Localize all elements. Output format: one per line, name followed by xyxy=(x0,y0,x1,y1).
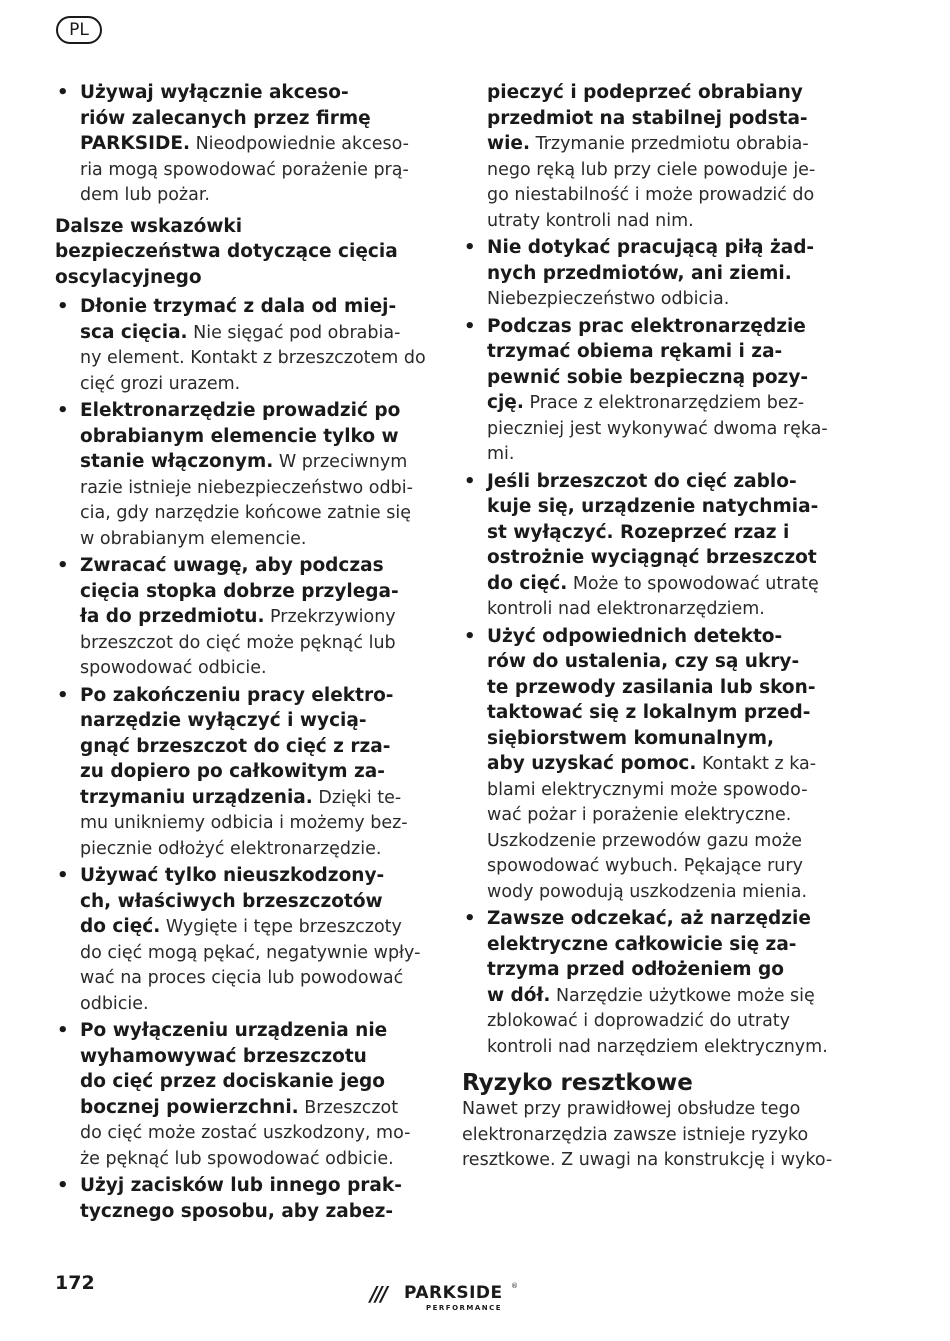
bullet-icon: • xyxy=(464,237,476,258)
text-line xyxy=(80,526,425,552)
bullet-icon: • xyxy=(464,315,476,337)
text-line xyxy=(487,286,840,312)
bold-text: Jeśli brzeszczot do cięć zablo- xyxy=(487,470,797,492)
body-text: Nieodpowiednie akceso- xyxy=(190,134,409,154)
left-column xyxy=(55,80,425,1226)
bold-text: aby uzyskać pomoc. xyxy=(487,753,697,774)
body-text: ny element. Kontakt z brzeszczotem do xyxy=(80,348,426,368)
body-text: nego ręką lub przy ciele powoduje je- xyxy=(487,159,816,180)
text-line xyxy=(80,1199,425,1225)
body-text: kontroli nad narzędziem elektrycznym. xyxy=(487,1036,828,1057)
text-line xyxy=(80,1146,425,1172)
body-text: kontroli nad elektronarzędziem. xyxy=(487,599,765,619)
body-text: Uszkodzenie przewodów gazu może xyxy=(487,830,803,851)
text-line xyxy=(80,320,425,346)
bold-text: ła do przedmiotu. xyxy=(80,606,265,627)
body-text: utraty kontroli nad nim. xyxy=(487,210,694,231)
logo-slashes: /// xyxy=(370,1282,386,1306)
bold-text: Nie dotykać pracującą piłą żad- xyxy=(487,237,815,258)
text-line xyxy=(487,983,840,1009)
bullet-item xyxy=(462,469,840,622)
bold-text: sca cięcia. xyxy=(80,321,188,343)
body-text: spowodować wybuch. Pękające rury xyxy=(487,856,803,876)
text-line xyxy=(487,700,840,726)
bold-text: gnąć brzeszczot do cięć z rza- xyxy=(80,735,391,757)
bullet-icon: • xyxy=(464,908,476,929)
bullet-icon: • xyxy=(57,82,69,103)
bold-text: wyhamowywać brzeszczotu xyxy=(80,1045,367,1067)
text-line xyxy=(80,553,425,579)
bullet-icon: • xyxy=(57,684,69,706)
text-line xyxy=(80,683,425,709)
bold-text: zu dopiero po całkowitym za- xyxy=(80,761,385,782)
text-line xyxy=(80,1120,425,1146)
text-line xyxy=(80,655,425,681)
bold-text: PARKSIDE. xyxy=(80,133,190,154)
text-line xyxy=(487,879,840,905)
body-text: wody powodują uszkodzenia mienia. xyxy=(487,881,808,902)
bold-text: trzyma przed odłożeniem go xyxy=(487,959,784,980)
body-text: dem lub pożar. xyxy=(80,185,210,205)
bold-text: cięcia stopka dobrze przylega- xyxy=(80,580,399,602)
body-text: Niebezpieczeństwo odbicia. xyxy=(487,289,730,309)
bullet-item xyxy=(55,294,425,396)
text-line xyxy=(487,182,840,208)
text-line xyxy=(487,261,840,287)
sub-heading-line: oscylacyjnego xyxy=(55,266,202,288)
right-column xyxy=(462,80,840,1174)
text-line xyxy=(80,345,425,371)
bold-text: pieczyć i podeprzeć obrabiany xyxy=(487,82,803,103)
bold-text: Używać tylko nieuszkodzony- xyxy=(80,865,385,886)
bold-text: Użyć odpowiednich detekto- xyxy=(487,625,783,647)
bullet-icon: • xyxy=(57,400,69,421)
text-line xyxy=(80,889,425,915)
body-text: wać pożar i porażenie elektryczne. xyxy=(487,805,792,825)
text-line xyxy=(80,1018,425,1044)
body-text: Przekrzywiony xyxy=(264,607,396,627)
text-line xyxy=(487,1034,840,1060)
bold-text: nych przedmiotów, ani ziemi. xyxy=(487,262,792,284)
bold-text: narzędzie wyłączyć i wycią- xyxy=(80,710,367,731)
text-line xyxy=(80,131,425,157)
body-text: Trzymanie przedmiotu obrabia- xyxy=(530,134,809,154)
body-text: cia, gdy narzędzie końcowe zatnie się xyxy=(80,503,411,523)
text-line xyxy=(80,294,425,320)
registered-mark: ® xyxy=(511,1282,518,1290)
text-line xyxy=(80,579,425,605)
bold-text: riów zalecanych przez firmę xyxy=(80,107,371,129)
bold-text: do cięć przez dociskanie jego xyxy=(80,1071,385,1092)
body-text: Narzędzie użytkowe może się xyxy=(550,985,815,1006)
bullet-item xyxy=(462,235,840,312)
text-line xyxy=(487,571,840,597)
body-text: Dzięki te- xyxy=(312,787,402,808)
text-line xyxy=(80,708,425,734)
bold-text: pewnić sobie bezpieczną pozy- xyxy=(487,366,809,388)
text-line xyxy=(80,398,425,424)
text-line xyxy=(80,863,425,889)
text-line xyxy=(80,1044,425,1070)
bold-text: w dół. xyxy=(487,984,551,1006)
body-text: spowodować odbicie. xyxy=(80,658,267,678)
text-line xyxy=(80,759,425,785)
bullet-item xyxy=(55,863,425,1016)
text-line xyxy=(487,1008,840,1034)
text-line xyxy=(80,1095,425,1121)
text-line xyxy=(80,785,425,811)
logo-subline: PERFORMANCE xyxy=(426,1304,503,1312)
body-text: razie istnieje niebezpieczeństwo odbi- xyxy=(80,477,413,498)
bullet-item xyxy=(55,683,425,862)
bold-text: Użyj zacisków lub innego prak- xyxy=(80,1175,402,1196)
bold-text: rów do ustalenia, czy są ukry- xyxy=(487,651,800,672)
bold-text: przedmiot na stabilnej podsta- xyxy=(487,107,808,129)
bold-text: tycznego sposobu, aby zabez- xyxy=(80,1200,394,1222)
language-badge: PL xyxy=(56,16,102,44)
text-line xyxy=(80,630,425,656)
text-line xyxy=(487,106,840,132)
text-line xyxy=(80,500,425,526)
bullet-icon: • xyxy=(464,625,476,647)
bullet-icon: • xyxy=(464,470,476,492)
text-line xyxy=(487,441,840,467)
text-line xyxy=(487,520,840,546)
body-text: odbicie. xyxy=(80,993,149,1014)
bold-text: ostrożnie wyciągnąć brzeszczot xyxy=(487,547,817,568)
text-line xyxy=(487,675,840,701)
bold-text: Po zakończeniu pracy elektro- xyxy=(80,684,394,706)
bullet-icon: • xyxy=(57,1175,69,1196)
text-line xyxy=(487,957,840,983)
body-text: Prace z elektronarzędziem bez- xyxy=(523,393,805,413)
text-line xyxy=(80,80,425,106)
bullet-icon: • xyxy=(57,865,69,886)
text-line xyxy=(487,339,840,365)
text-line xyxy=(487,828,840,854)
bullet-item xyxy=(55,1018,425,1171)
body-text: piecznie odłożyć elektronarzędzie. xyxy=(80,838,382,859)
body-text: W przeciwnym xyxy=(273,452,408,472)
section-line: elektronarzędzia zawsze istnieje ryzyko xyxy=(462,1124,809,1145)
text-line xyxy=(80,810,425,836)
bullet-item xyxy=(55,398,425,551)
body-text: cięć grozi urazem. xyxy=(80,373,241,394)
text-line xyxy=(487,80,840,106)
parkside-logo xyxy=(370,1282,520,1316)
text-line xyxy=(80,914,425,940)
text-line xyxy=(80,449,425,475)
bullet-icon: • xyxy=(57,1020,69,1041)
body-text: mu unikniemy odbicia i możemy bez- xyxy=(80,813,408,833)
section-title: Ryzyko resztkowe xyxy=(462,1070,693,1096)
bold-text: do cięć. xyxy=(487,572,568,594)
text-line xyxy=(487,494,840,520)
bullet-icon: • xyxy=(57,555,69,576)
text-line xyxy=(487,469,840,495)
text-line xyxy=(487,777,840,803)
bold-text: cję. xyxy=(487,392,524,413)
bullet-item xyxy=(462,624,840,905)
page-number: 172 xyxy=(55,1272,95,1294)
section-body xyxy=(462,1097,840,1174)
bold-text: Elektronarzędzie prowadzić po xyxy=(80,400,401,421)
text-line xyxy=(80,106,425,132)
body-text: blami elektrycznymi może spowodo- xyxy=(487,779,808,800)
bold-text: stanie włączonym. xyxy=(80,451,274,472)
body-text: wać na proces cięcia lub powodować xyxy=(80,968,404,988)
text-line xyxy=(80,734,425,760)
text-line xyxy=(80,991,425,1017)
text-line xyxy=(80,424,425,450)
body-text: że pęknąć lub spowodować odbicie. xyxy=(80,1148,394,1169)
intro-item xyxy=(55,80,425,208)
text-line xyxy=(487,416,840,442)
text-line xyxy=(487,649,840,675)
bold-text: trzymać obiema rękami i za- xyxy=(487,341,783,362)
text-line xyxy=(487,802,840,828)
text-line xyxy=(80,157,425,183)
bold-text: Po wyłączeniu urządzenia nie xyxy=(80,1020,388,1041)
continued-item xyxy=(462,80,840,233)
logo-wordmark: PARKSIDE xyxy=(404,1283,503,1303)
text-line xyxy=(80,604,425,630)
text-line xyxy=(80,836,425,862)
bullet-icon: • xyxy=(57,296,69,317)
text-line xyxy=(487,390,840,416)
bold-text: trzymaniu urządzenia. xyxy=(80,786,313,808)
body-text: mi. xyxy=(487,444,515,464)
body-text: Może to spowodować utratę xyxy=(567,573,819,594)
bullet-item xyxy=(462,906,840,1059)
text-line xyxy=(80,475,425,501)
bold-text: bocznej powierzchni. xyxy=(80,1096,299,1118)
body-text: pieczniej jest wykonywać dwoma ręka- xyxy=(487,418,828,439)
section-line: Nawet przy prawidłowej obsłudze tego xyxy=(462,1099,801,1119)
text-line xyxy=(487,726,840,752)
text-line xyxy=(80,940,425,966)
text-line xyxy=(487,208,840,234)
bold-text: Zwracać uwagę, aby podczas xyxy=(80,555,384,576)
text-line xyxy=(80,371,425,397)
text-line xyxy=(80,1069,425,1095)
bold-text: elektryczne całkowicie się za- xyxy=(487,933,797,955)
body-text: Nie sięgać pod obrabia- xyxy=(187,322,401,343)
text-line xyxy=(487,131,840,157)
text-line xyxy=(80,1173,425,1199)
body-text: zblokować i doprowadzić do utraty xyxy=(487,1011,791,1031)
text-line xyxy=(487,157,840,183)
bold-text: Zawsze odczekać, aż narzędzie xyxy=(487,908,811,929)
bullet-item xyxy=(462,314,840,467)
bold-text: te przewody zasilania lub skon- xyxy=(487,676,816,698)
body-text: Brzeszczot xyxy=(298,1097,399,1118)
text-line xyxy=(487,906,840,932)
text-line xyxy=(487,853,840,879)
bold-text: st wyłączyć. Rozeprzeć rzaz i xyxy=(487,521,790,543)
text-line xyxy=(487,314,840,340)
bullet-item xyxy=(55,1173,425,1224)
bold-text: Używaj wyłącznie akceso- xyxy=(80,82,349,103)
sub-heading-line: Dalsze wskazówki xyxy=(55,215,243,237)
text-line xyxy=(487,235,840,261)
bold-text: taktować się z lokalnym przed- xyxy=(487,702,811,723)
text-line xyxy=(487,932,840,958)
bold-text: kuje się, urządzenie natychmia- xyxy=(487,496,819,517)
sub-heading-line: bezpieczeństwa dotyczące cięcia xyxy=(55,241,398,262)
body-text: do cięć może zostać uszkodzony, mo- xyxy=(80,1123,411,1143)
text-line xyxy=(487,365,840,391)
body-text: Wygięte i tępe brzeszczoty xyxy=(160,917,402,937)
bold-text: wie. xyxy=(487,133,531,154)
bold-text: do cięć. xyxy=(80,916,161,937)
bold-text: siębiorstwem komunalnym, xyxy=(487,727,775,749)
bullet-item xyxy=(55,553,425,681)
body-text: w obrabianym elemencie. xyxy=(80,528,307,549)
text-line xyxy=(487,545,840,571)
body-text: do cięć mogą pękać, negatywnie wpły- xyxy=(80,942,421,963)
body-text: brzeszczot do cięć może pęknąć lub xyxy=(80,632,396,653)
text-line xyxy=(487,624,840,650)
bold-text: ch, właściwych brzeszczotów xyxy=(80,890,383,912)
bold-text: Dłonie trzymać z dala od miej- xyxy=(80,296,397,317)
text-line xyxy=(487,596,840,622)
bold-text: obrabianym elemencie tylko w xyxy=(80,425,399,447)
sub-heading xyxy=(55,214,425,291)
body-text: Kontakt z ka- xyxy=(696,754,817,774)
text-line xyxy=(80,965,425,991)
body-text: go niestabilność i może prowadzić do xyxy=(487,185,815,205)
body-text: ria mogą spowodować porażenie prą- xyxy=(80,159,409,180)
bold-text: Podczas prac elektronarzędzie xyxy=(487,315,806,337)
text-line xyxy=(487,751,840,777)
section-line: resztkowe. Z uwagi na konstrukcję i wyko- xyxy=(462,1150,833,1170)
text-line xyxy=(80,182,425,208)
